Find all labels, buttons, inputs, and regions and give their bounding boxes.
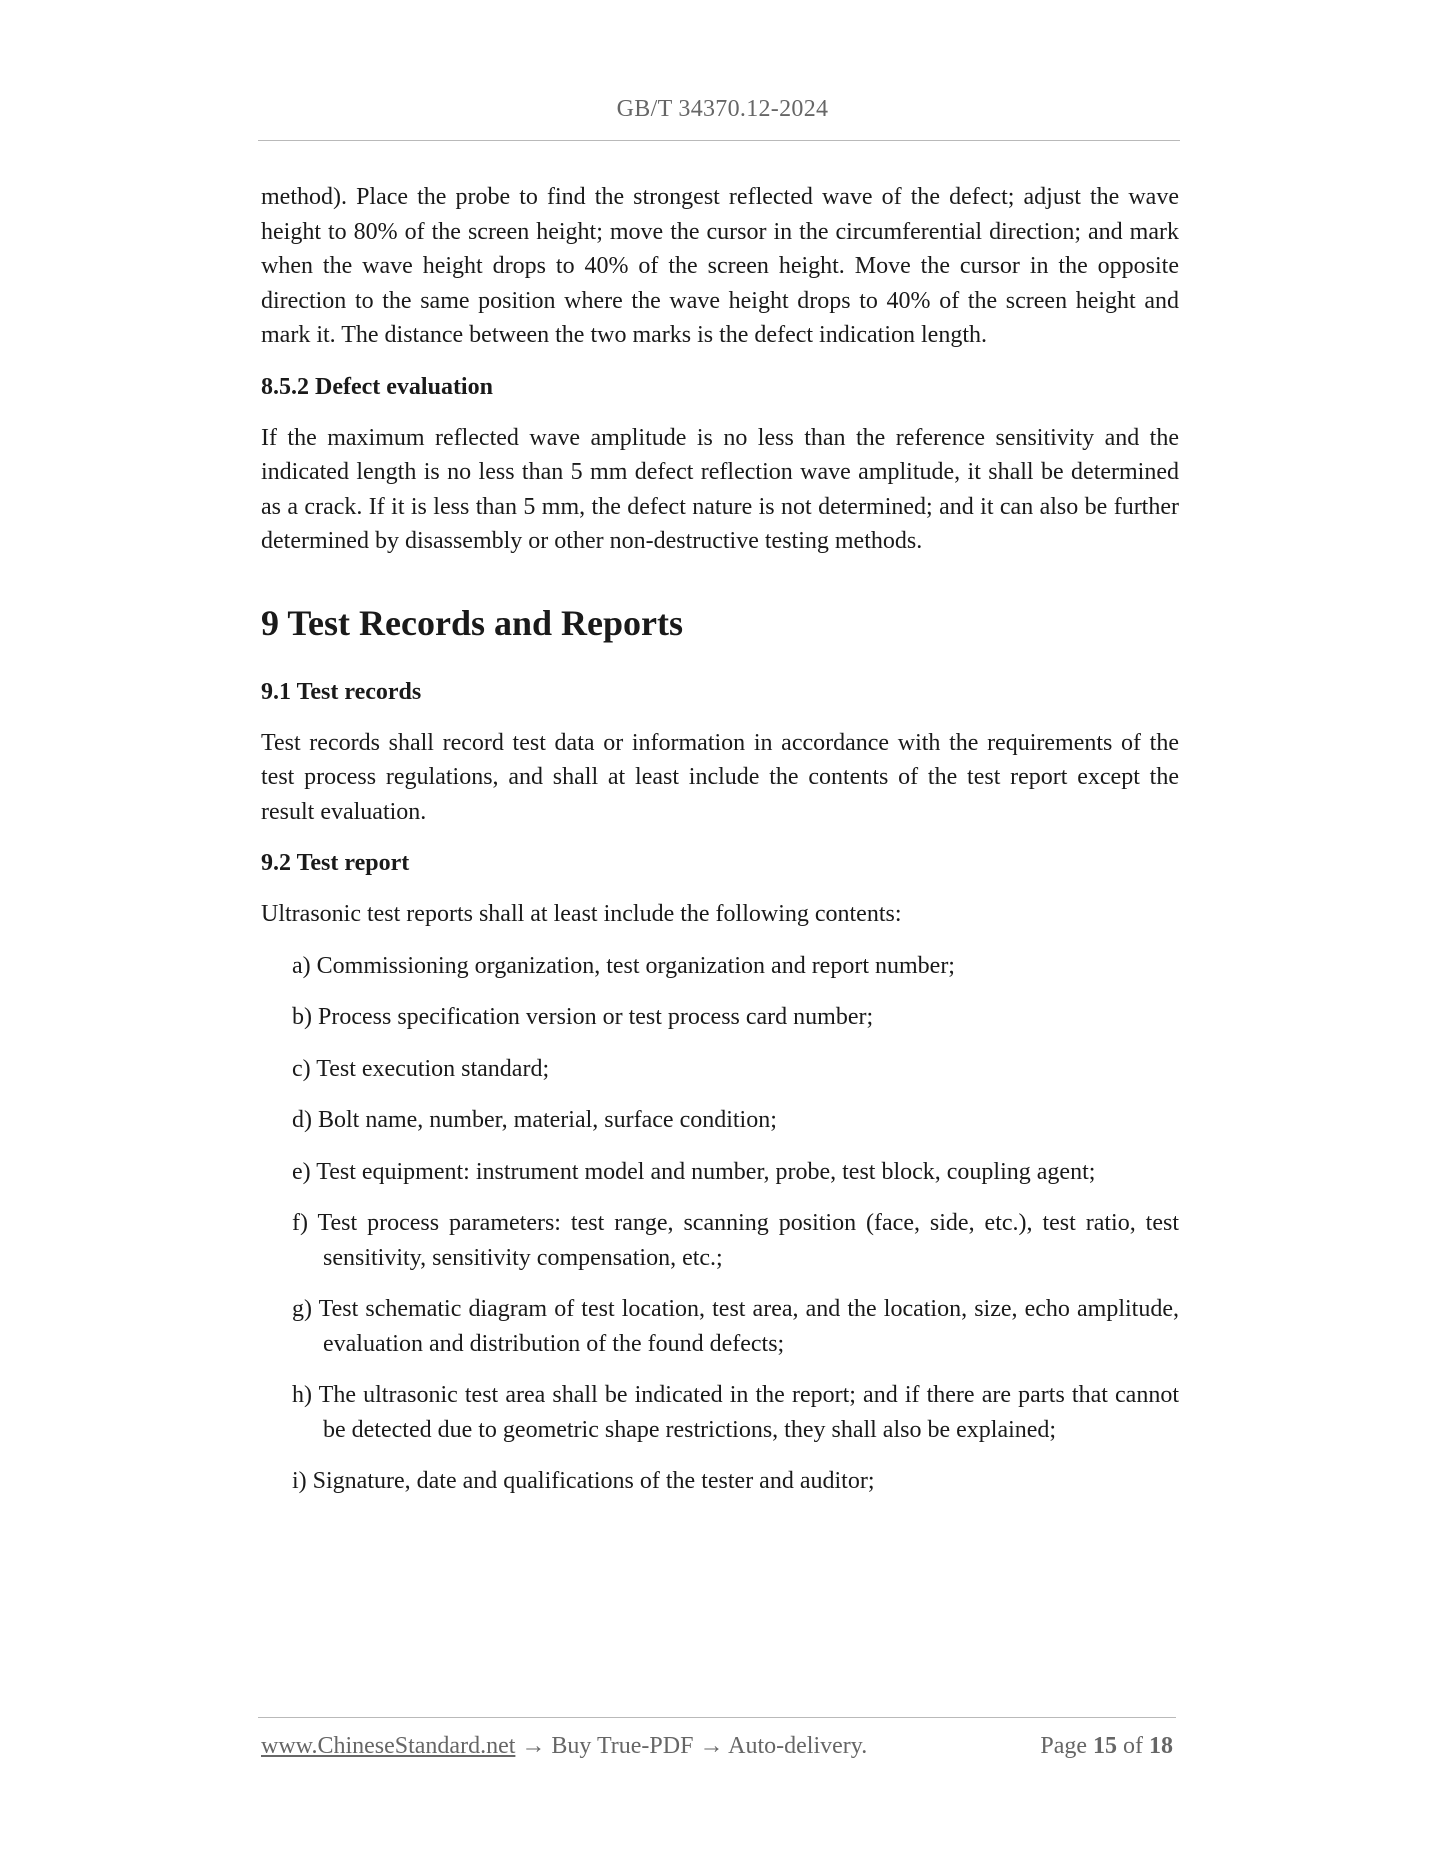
list-item-g: g) Test schematic diagram of test location, test area, and the location, size, echo amplitude, evaluation and distribution of the found defects; [292,1296,1179,1357]
arrow-right-icon: → [521,1733,546,1759]
page-total: 18 [1149,1733,1173,1759]
paragraph-9-1: Test records shall record test data or information in accordance with the requirements of the test process regulations, and shall at least include the contents of the test report except the result evaluation. [261,729,1179,825]
list-item-f: f) Test process parameters: test range, scanning position (face, side, etc.), test ratio, test sensitivity, sensitivity compensation, etc.; [292,1210,1179,1271]
intro-paragraph: method). Place the probe to find the strongest reflected wave of the defect; adjust the wave height to 80% of the screen height; move the cursor in the circumferential direction; and mark when the wave height drops to 40% of the screen height. Move the cursor in the opposite direction to the same position where the wave height drops to 40% of the screen height and mark it. The distance between the two marks is the defect indication length. [261,184,1179,348]
heading-section-9: 9 Test Records and Reports [261,602,684,643]
list-item-b: b) Process specification version or test process card number; [292,1004,874,1030]
buy-pdf-text: Buy True-PDF [551,1733,694,1759]
list-item-a: a) Commissioning organization, test organization and report number; [292,952,955,979]
page-label: Page [1040,1733,1087,1759]
list-item-c: c) Test execution standard; [292,1055,550,1082]
paragraph-8-5-2: If the maximum reflected wave amplitude is no less than the reference sensitivity and the indicated length is no less than 5 mm defect reflection wave amplitude, it shall be determined as a crack. If it is less than 5 mm, the defect nature is not determined; and it can also be further determined by disassembly or other non-destructive testing methods. [261,424,1179,554]
heading-8-5-2: 8.5.2 Defect evaluation [261,373,493,400]
paragraph-9-2-intro: Ultrasonic test reports shall at least include the following contents: [261,901,902,927]
list-item-e: e) Test equipment: instrument model and number, probe, test block, coupling agent; [292,1158,1096,1185]
header-divider [258,140,1180,141]
arrow-right-icon: → [699,1733,724,1759]
auto-delivery-text: Auto-delivery. [728,1733,868,1759]
page-current: 15 [1093,1733,1117,1759]
list-item-h: h) The ultrasonic test area shall be indicated in the report; and if there are parts that cannot be detected due to geometric shape restrictions, they shall also be explained; [292,1382,1179,1443]
page-content [261,180,1179,1499]
page-header-title: GB/T 34370.12-2024 [616,96,829,122]
heading-9-2: 9.2 Test report [261,850,410,876]
website-link[interactable]: www.ChineseStandard.net [261,1733,516,1759]
footer-divider [258,1717,1176,1718]
list-item-d: d) Bolt name, number, material, surface condition; [292,1107,777,1133]
heading-9-1: 9.1 Test records [261,678,422,705]
page-number [1040,1733,1173,1760]
page-of: of [1123,1733,1143,1759]
footer-promo [261,1733,867,1760]
list-item-i: i) Signature, date and qualifications of the tester and auditor; [292,1468,875,1494]
